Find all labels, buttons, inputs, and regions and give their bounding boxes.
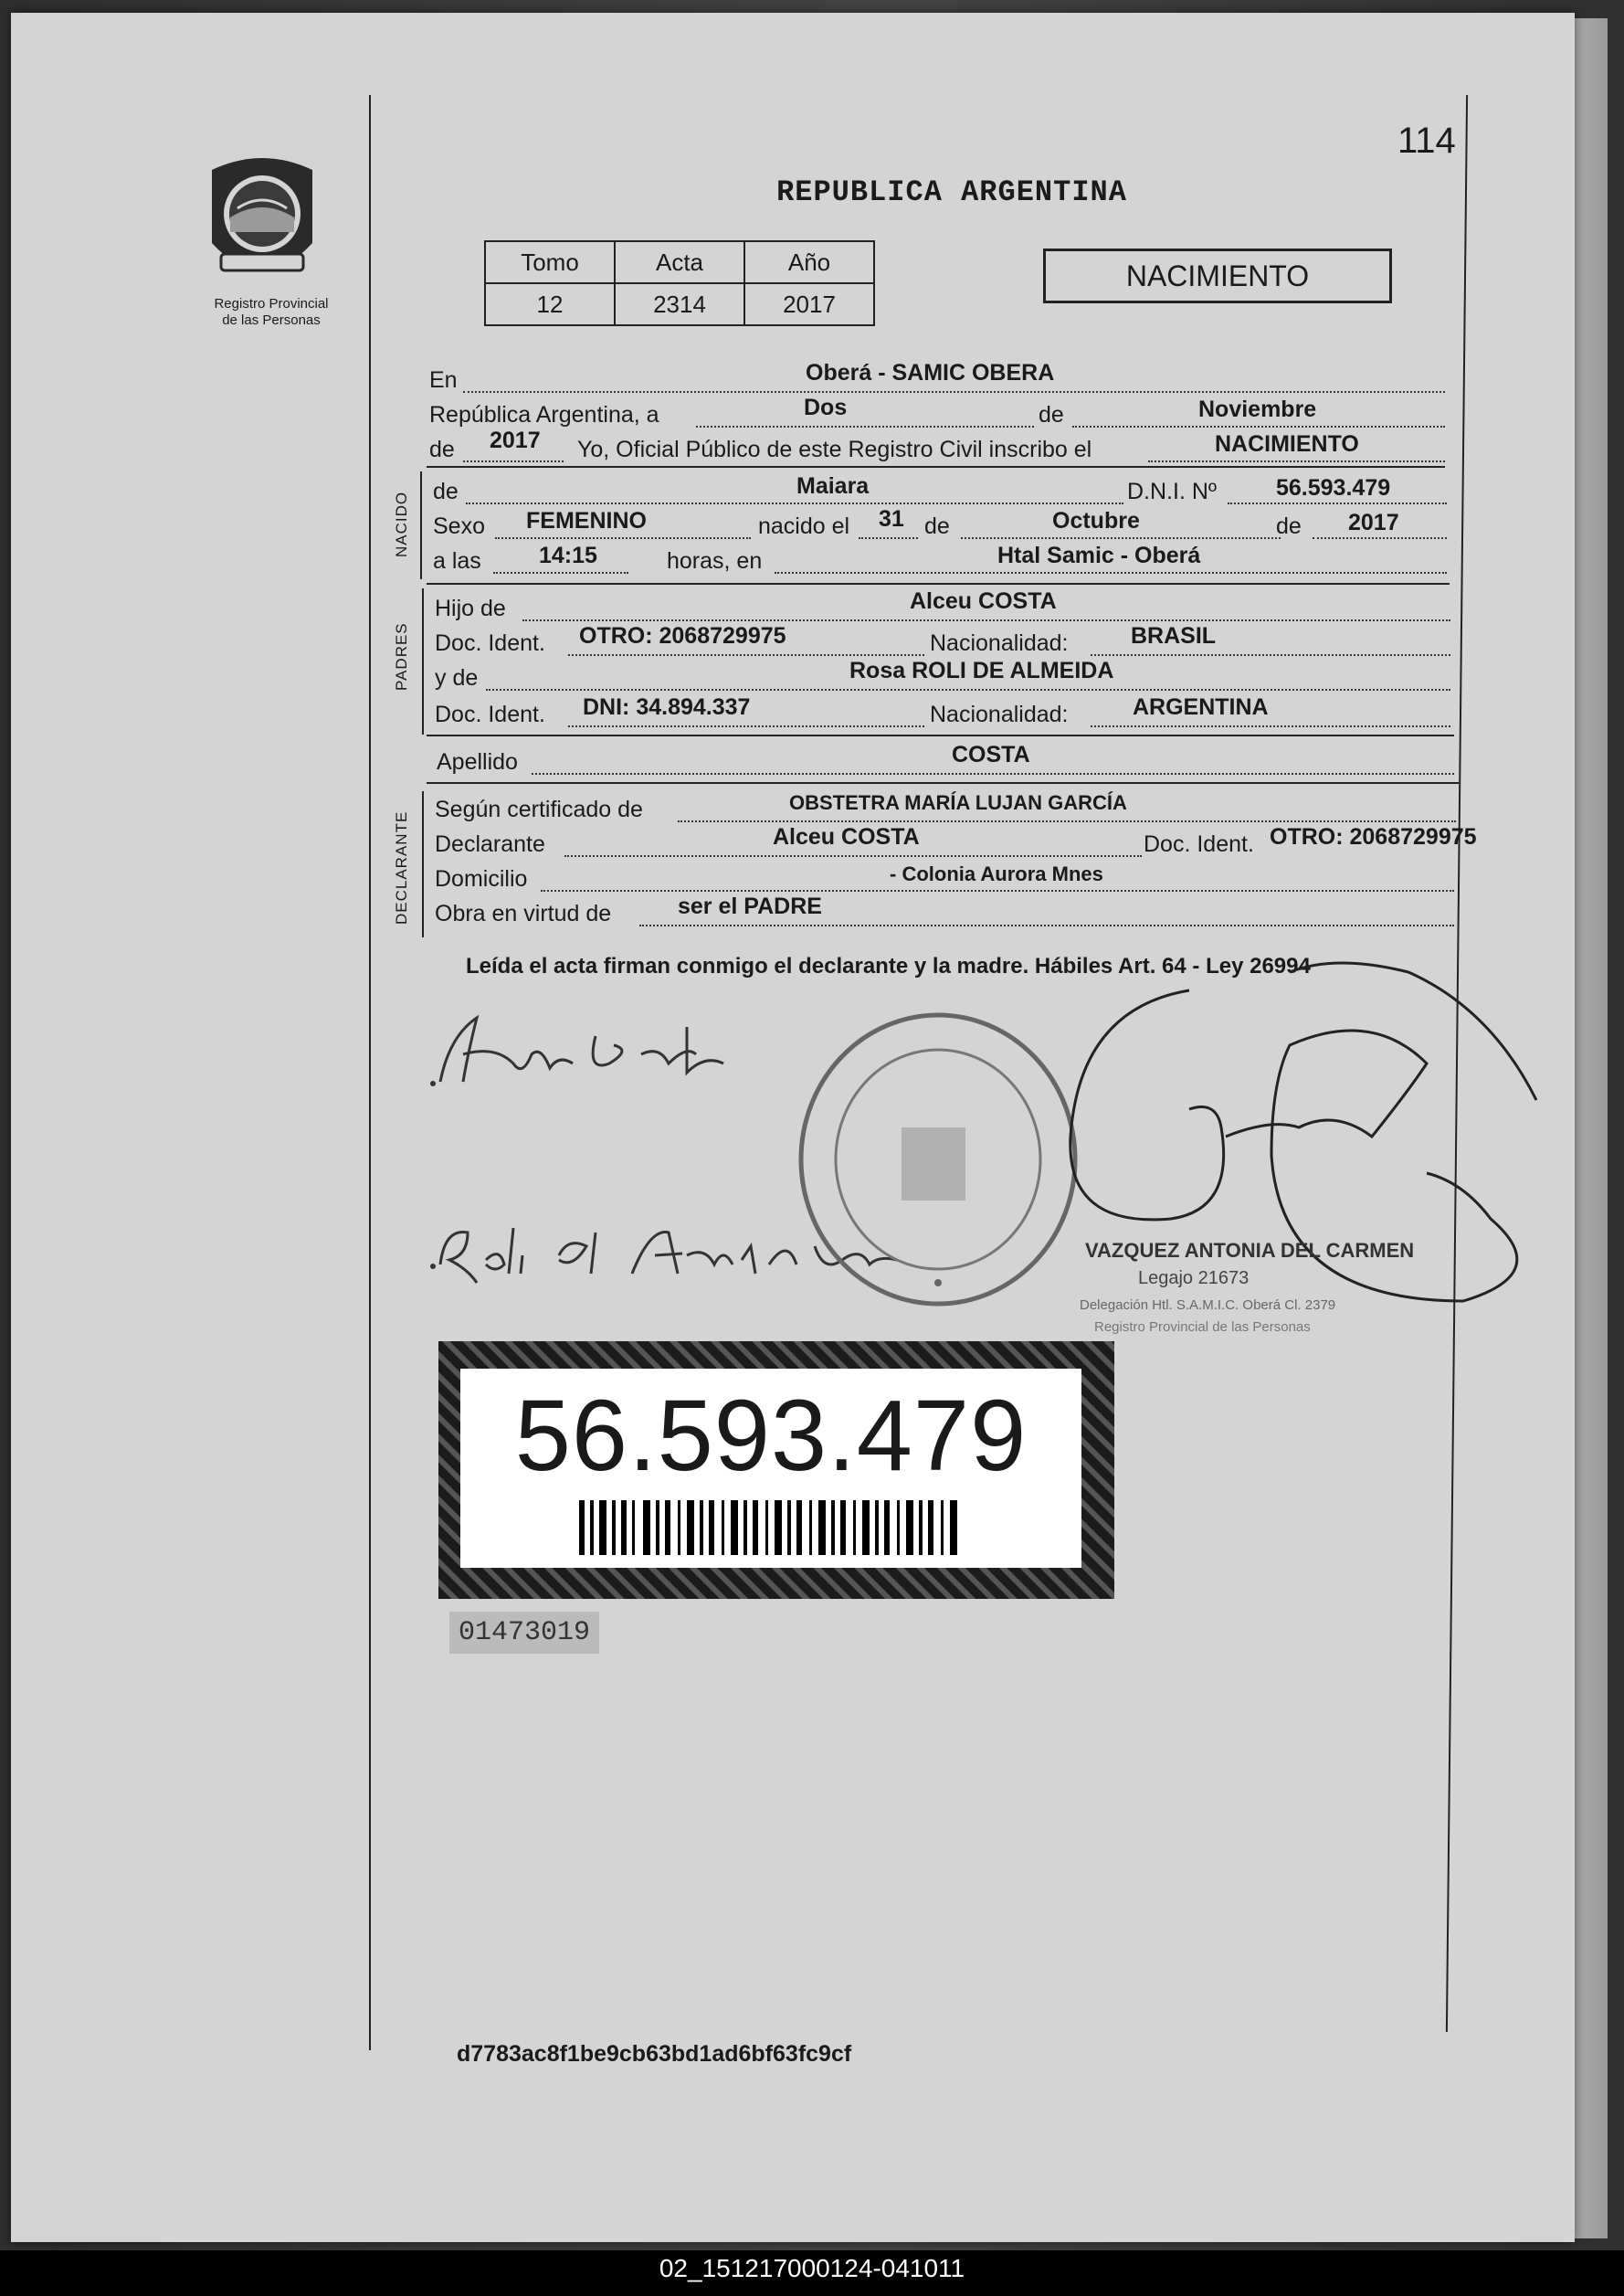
padres-section-label: PADRES: [393, 622, 410, 691]
nacionalidad-label-1: Nacionalidad:: [930, 630, 1069, 656]
domicilio-value: - Colonia Aurora Mnes: [890, 862, 1103, 885]
nacido-section-label: NACIDO: [393, 491, 410, 557]
domicilio-dots: [541, 890, 1454, 892]
record-type-box: NACIMIENTO: [1043, 249, 1392, 303]
section-divider-4: [427, 782, 1459, 784]
doc-ident-label-2: Doc. Ident.: [435, 702, 545, 727]
certificado-dots: [678, 820, 1456, 822]
doc-ident-label-1: Doc. Ident.: [435, 630, 545, 656]
dia-dots: [696, 426, 1034, 428]
padre-doc: OTRO: 2068729975: [579, 623, 786, 649]
birth-certificate-page: [11, 13, 1575, 2242]
reference-table: [484, 240, 875, 326]
padres-bracket: [422, 588, 424, 735]
acta-value: 2314: [615, 283, 744, 325]
nombre-dots: [466, 503, 1123, 504]
sexo-dots: [495, 537, 751, 539]
horas-label: horas, en: [667, 548, 763, 574]
padre-value: Alceu COSTA: [910, 588, 1057, 614]
nacido-mes-dots: [961, 537, 1281, 539]
nacido-bracket: [420, 471, 422, 579]
de2-label: de: [429, 437, 455, 462]
anio-dots: [463, 460, 564, 462]
control-number: 01473019: [449, 1612, 599, 1654]
madre-doc-dots: [568, 725, 924, 727]
madre-doc: DNI: 34.894.337: [583, 694, 751, 720]
page-number: 114: [1397, 121, 1456, 161]
nacionalidad-label-2: Nacionalidad:: [930, 702, 1069, 727]
section-divider-1: [427, 466, 1445, 468]
lugar-dots: [775, 572, 1447, 574]
closing-note: Leída el acta firman conmigo el declarante y la madre. Hábiles Art. 64 - Ley 26994: [466, 954, 1311, 979]
dia-value: Dos: [804, 395, 848, 420]
certificado-label: Según certificado de: [435, 797, 643, 822]
nacido-anio-dots: [1313, 537, 1447, 539]
dni-value: 56.593.479: [1276, 475, 1391, 501]
declarante-bracket: [422, 791, 424, 937]
anio-value: 2017: [744, 283, 874, 325]
en-value: Oberá - SAMIC OBERA: [806, 360, 1055, 386]
hijo-label: Hijo de: [435, 596, 506, 621]
decl-doc-value: OTRO: 2068729975: [1270, 824, 1477, 850]
de-label: de: [1039, 402, 1064, 428]
section-divider-3: [427, 735, 1454, 736]
official-name: VAZQUEZ ANTONIA DEL CARMEN: [1085, 1239, 1415, 1262]
declarante-value: Alceu COSTA: [773, 824, 920, 850]
nacido-mes: Octubre: [1052, 508, 1140, 534]
nacido-de2-label: de: [1276, 513, 1302, 539]
left-margin-line: [369, 95, 371, 2050]
apellido-dots: [532, 773, 1454, 775]
obra-dots: [639, 925, 1454, 926]
provincial-seal-logo: [194, 152, 331, 291]
section-divider-2: [427, 583, 1450, 585]
hora-value: 14:15: [539, 543, 597, 568]
hora-dots: [493, 572, 628, 574]
madre-value: Rosa ROLI DE ALMEIDA: [849, 658, 1114, 683]
padre-nac-dots: [1091, 654, 1450, 656]
official-delegacion: Delegación Htl. S.A.M.I.C. Oberá Cl. 2379: [1080, 1297, 1336, 1313]
nombre-label: de: [433, 479, 459, 504]
republica-label: República Argentina, a: [429, 402, 659, 428]
nacido-dia-dots: [859, 537, 918, 539]
anio-value: 2017: [490, 428, 541, 453]
apellido-value: COSTA: [952, 742, 1030, 767]
tomo-header: Tomo: [485, 241, 615, 283]
official-registro: Registro Provincial de las Personas: [1094, 1319, 1311, 1335]
barcode-number: 56.593.479: [514, 1380, 1028, 1492]
document-title: REPUBLICA ARGENTINA: [776, 175, 1127, 209]
dni-label: D.N.I. Nº: [1127, 479, 1218, 504]
barcode-white-panel: [460, 1369, 1081, 1568]
document-hash: d7783ac8f1be9cb63bd1ad6bf63fc9cf: [457, 2041, 852, 2067]
domicilio-label: Domicilio: [435, 866, 528, 892]
madre-nac-dots: [1091, 725, 1450, 727]
inscribo-dots: [1148, 460, 1445, 462]
official-legajo: Legajo 21673: [1138, 1268, 1250, 1288]
logo-caption: Registro Provincial de las Personas: [214, 296, 329, 328]
sexo-label: Sexo: [433, 513, 485, 539]
mes-dots: [1072, 426, 1445, 428]
apellido-label: Apellido: [437, 749, 518, 775]
declarante-label: Declarante: [435, 831, 545, 857]
inscribo-value: NACIMIENTO: [1215, 431, 1359, 457]
declarante-section-label: DECLARANTE: [393, 810, 410, 925]
padre-doc-dots: [568, 654, 924, 656]
declarante-dots: [564, 855, 1142, 857]
alas-label: a las: [433, 548, 481, 574]
mes-value: Noviembre: [1198, 397, 1317, 422]
barcode-label: [438, 1341, 1114, 1599]
certificado-value: OBSTETRA MARÍA LUJAN GARCÍA: [789, 791, 1127, 814]
nacido-label: nacido el: [758, 513, 850, 539]
barcode-bars: [579, 1500, 963, 1555]
obra-label: Obra en virtud de: [435, 901, 612, 926]
decl-doc-label: Doc. Ident.: [1144, 831, 1254, 857]
sexo-value: FEMENINO: [526, 508, 647, 534]
nacido-anio: 2017: [1348, 510, 1399, 535]
madre-dots: [486, 689, 1450, 691]
dni-dots: [1228, 503, 1447, 504]
obra-value: ser el PADRE: [678, 894, 822, 919]
registry-stamp: [787, 1009, 1089, 1319]
inscribo-text: Yo, Oficial Público de este Registro Civil inscribo el: [577, 437, 1092, 462]
tomo-value: 12: [485, 283, 615, 325]
en-label: En: [429, 367, 458, 393]
padre-nac: BRASIL: [1131, 623, 1217, 649]
yde-label: y de: [435, 665, 479, 691]
acta-header: Acta: [615, 241, 744, 283]
file-identifier: 02_151217000124-041011: [659, 2254, 965, 2282]
en-dots: [463, 391, 1445, 393]
padre-dots: [522, 619, 1450, 621]
nombre-value: Maiara: [796, 473, 870, 499]
nacido-de-label: de: [924, 513, 950, 539]
lugar-value: Htal Samic - Oberá: [997, 543, 1201, 568]
madre-nac: ARGENTINA: [1133, 694, 1269, 720]
anio-header: Año: [744, 241, 874, 283]
nacido-dia: 31: [879, 506, 904, 532]
